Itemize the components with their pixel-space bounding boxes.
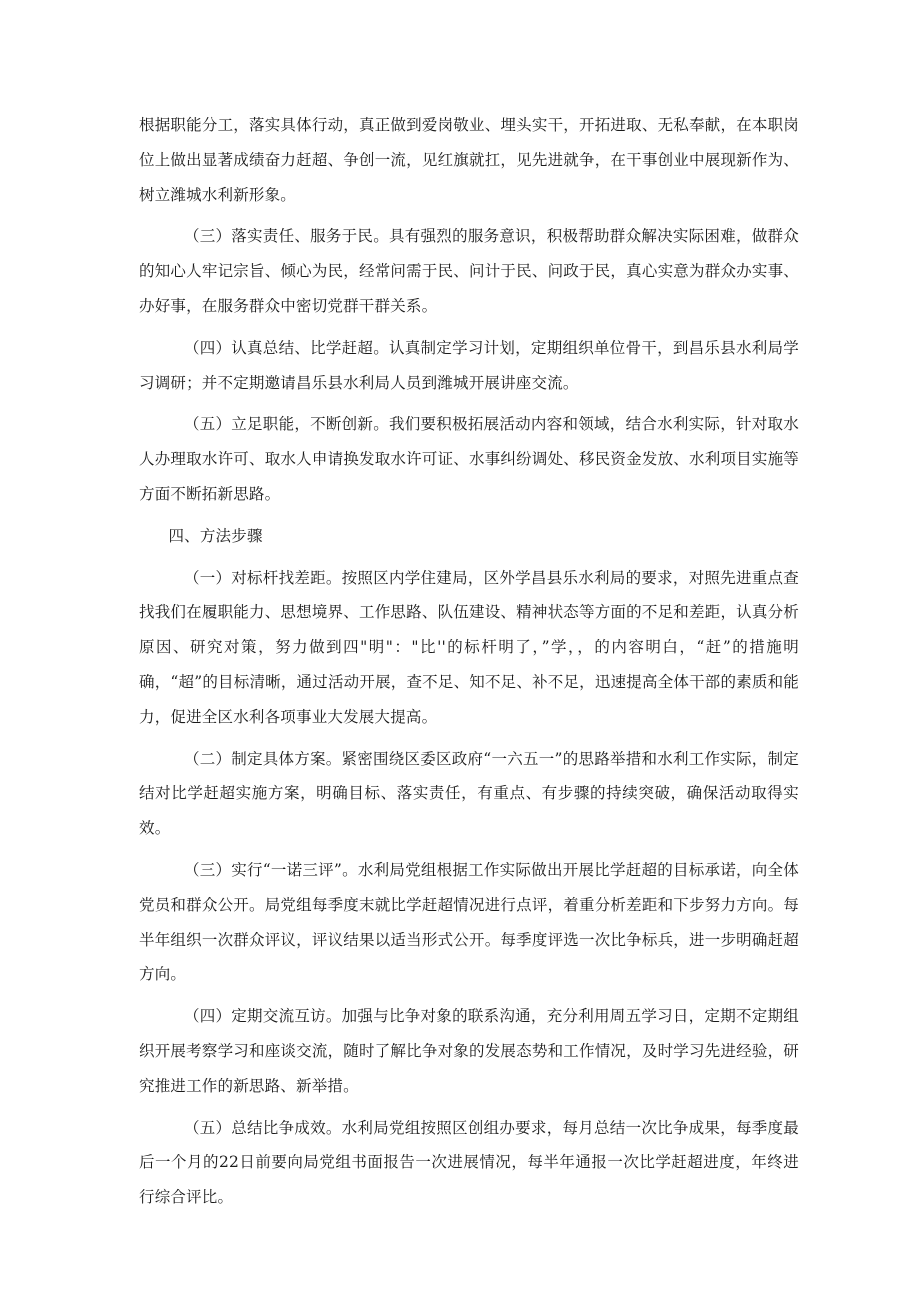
paragraph-step-1: （一）对标杆找差距。按照区内学住建局，区外学昌县乐水利局的要求，对照先进重点查找我们在履职能力、思想境界、工作思路、队伍建设、精神状态等方面的不足和差距，认真分析原因、研究对策，努力做到四"明"："比''的标杆明了，”学，，的内容明白，“赶”的措施明确，“超”的目标清晰，通过活动开展，查不足、知不足、补不足，迅速提高全体干部的素质和能力，促进全区水利各项事业大发展大提高。 (139, 568, 799, 726)
paragraph-step-5: （五）总结比争成效。水利局党组按照区创组办要求，每月总结一次比争成果，每季度最后一个月的22日前要向局党组书面报告一次进展情况，每半年通报一次比学赶超进度，年终进行综合评比。 (139, 1118, 799, 1207)
paragraph-step-3: （三）实行“一诺三评”。水利局党组根据工作实际做出开展比学赶超的目标承诺，向全体党员和群众公开。局党组每季度末就比学赶超情况进行点评，着重分析差距和下步努力方向。每半年组织一次群众评议，评议结果以适当形式公开。每季度评选一次比争标兵，进一步明确赶超方向。 (139, 860, 799, 984)
paragraph-step-2: （二）制定具体方案。紧密围绕区委区政府“一六五一”的思路举措和水利工作实际，制定结对比学赶超实施方案，明确目标、落实责任，有重点、有步骤的持续突破，确保活动取得实效。 (139, 749, 799, 838)
paragraph-continuation: 根据职能分工，落实具体行动，真正做到爱岗敬业、埋头实干，开拓进取、无私奉献，在本职岗位上做出显著成绩奋力赶超、争创一流，见红旗就扛，见先进就争，在干事创业中展现新作为、树立潍城水利新形象。 (139, 116, 799, 204)
paragraph-step-4: （四）定期交流互访。加强与比争对象的联系沟通，充分利用周五学习日，定期不定期组织开展考察学习和座谈交流，随时了解比争对象的发展态势和工作情况，及时学习先进经验，研究推进工作的新思路、新举措。 (139, 1007, 799, 1095)
paragraph-section-3-3: （五）立足职能，不断创新。我们要积极拓展活动内容和领域，结合水利实际，针对取水人办理取水许可、取水人申请换发取水许可证、水事纠纷调处、移民资金发放、水利项目实施等方面不断拓新思路。 (139, 415, 799, 503)
section-heading-methods: 四、方法步骤 (168, 526, 263, 545)
paragraph-section-3-1: （三）落实责任、服务于民。具有强烈的服务意识，积极帮助群众解决实际困难，做群众的知心人牢记宗旨、倾心为民，经常问需于民、问计于民、问政于民，真心实意为群众办实事、办好事，在服务群众中密切党群干群关系。 (139, 227, 799, 315)
paragraph-section-3-2: （四）认真总结、比学赶超。认真制定学习计划，定期组织单位骨干，到昌乐县水利局学习调研；并不定期邀请昌乐县水利局人员到潍城开展讲座交流。 (139, 338, 799, 392)
document-body (139, 108, 799, 1222)
